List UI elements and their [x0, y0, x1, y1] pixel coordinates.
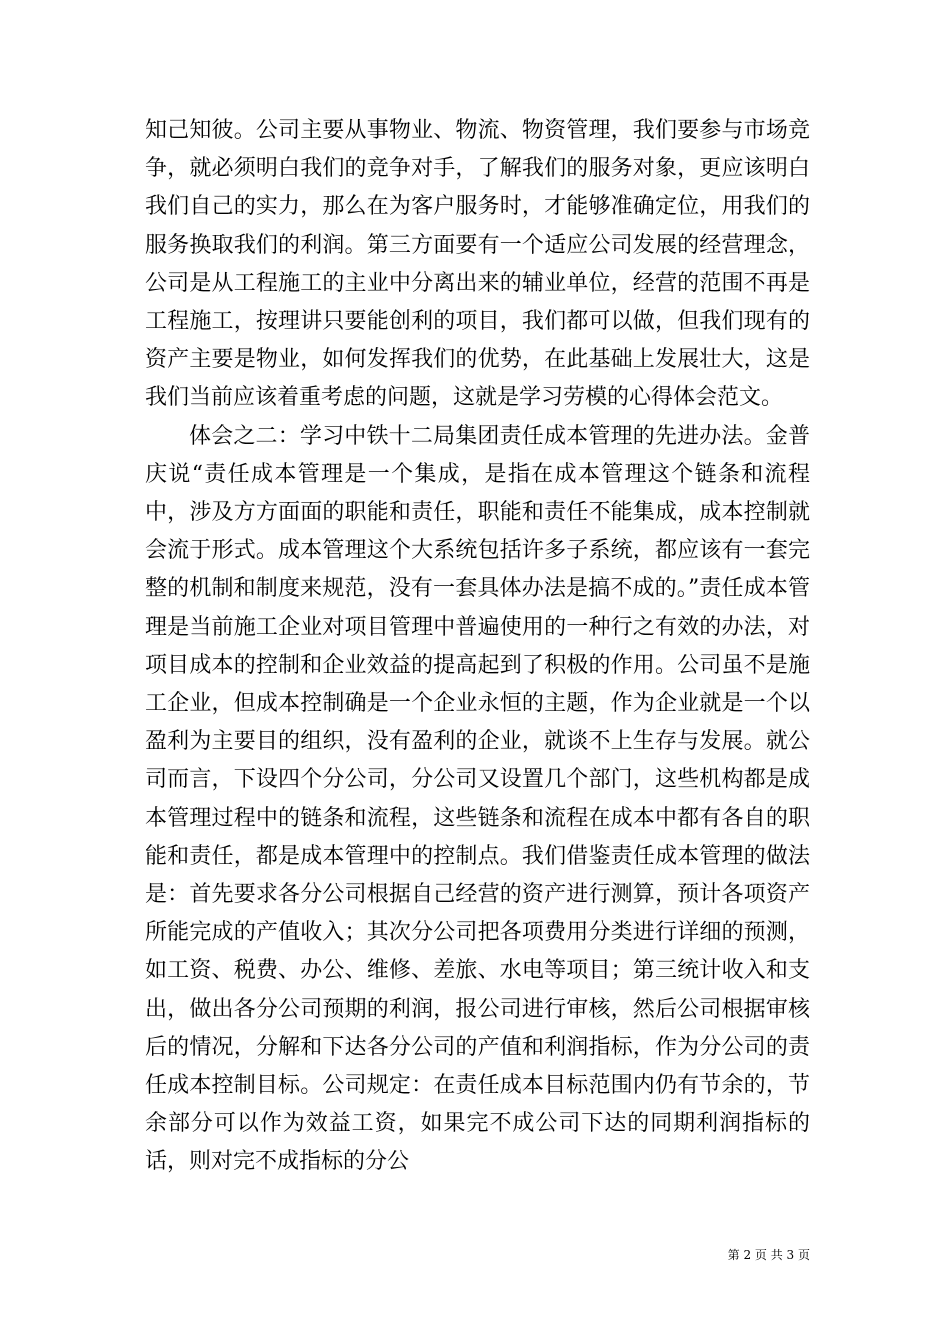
- paragraph-2: 体会之二：学习中铁十二局集团责任成本管理的先进办法。金普庆说“责任成本管理是一个集成，是指在成本管理这个链条和流程中，涉及方方面面的职能和责任，职能和责任不能集成，成本控制就会流于形式。成本管理这个大系统包括许多子系统，都应该有一套完整的机制和制度来规范，没有一套具体办法是搞不成的。”责任成本管理是当前施工企业对项目管理中普遍使用的一种行之有效的办法，对项目成本的控制和企业效益的提高起到了积极的作用。公司虽不是施工企业，但成本控制确是一个企业永恒的主题，作为企业就是一个以盈利为主要目的组织，没有盈利的企业，就谈不上生存与发展。就公司而言，下设四个分公司，分公司又设置几个部门，这些机构都是成本管理过程中的链条和流程，这些链条和流程在成本中都有各自的职能和责任，都是成本管理中的控制点。我们借鉴责任成本管理的做法是：首先要求各分公司根据自己经营的资产进行测算，预计各项资产所能完成的产值收入；其次分公司把各项费用分类进行详细的预测，如工资、税费、办公、维修、差旅、水电等项目；第三统计收入和支出，做出各分公司预期的利润，报公司进行审核，然后公司根据审核后的情况，分解和下达各分公司的产值和利润指标，作为分公司的责任成本控制目标。公司规定：在责任成本目标范围内仍有节余的，节余部分可以作为效益工资，如果完不成公司下达的同期利润指标的话，则对完不成指标的分公: [145, 423, 810, 1175]
- page-footer: 第 2 页 共 3 页: [727, 1248, 810, 1262]
- document-body: [145, 112, 810, 1182]
- paragraph-1: 知己知彼。公司主要从事物业、物流、物资管理，我们要参与市场竞争，就必须明白我们的竞争对手，了解我们的服务对象，更应该明白我们自己的实力，那么在为客户服务时，才能够准确定位，用我们的服务换取我们的利润。第三方面要有一个适应公司发展的经营理念，公司是从工程施工的主业中分离出来的辅业单位，经营的范围不再是工程施工，按理讲只要能创利的项目，我们都可以做，但我们现有的资产主要是物业，如何发挥我们的优势，在此基础上发展壮大，这是我们当前应该着重考虑的问题，这就是学习劳模的心得体会范文。: [145, 118, 810, 411]
